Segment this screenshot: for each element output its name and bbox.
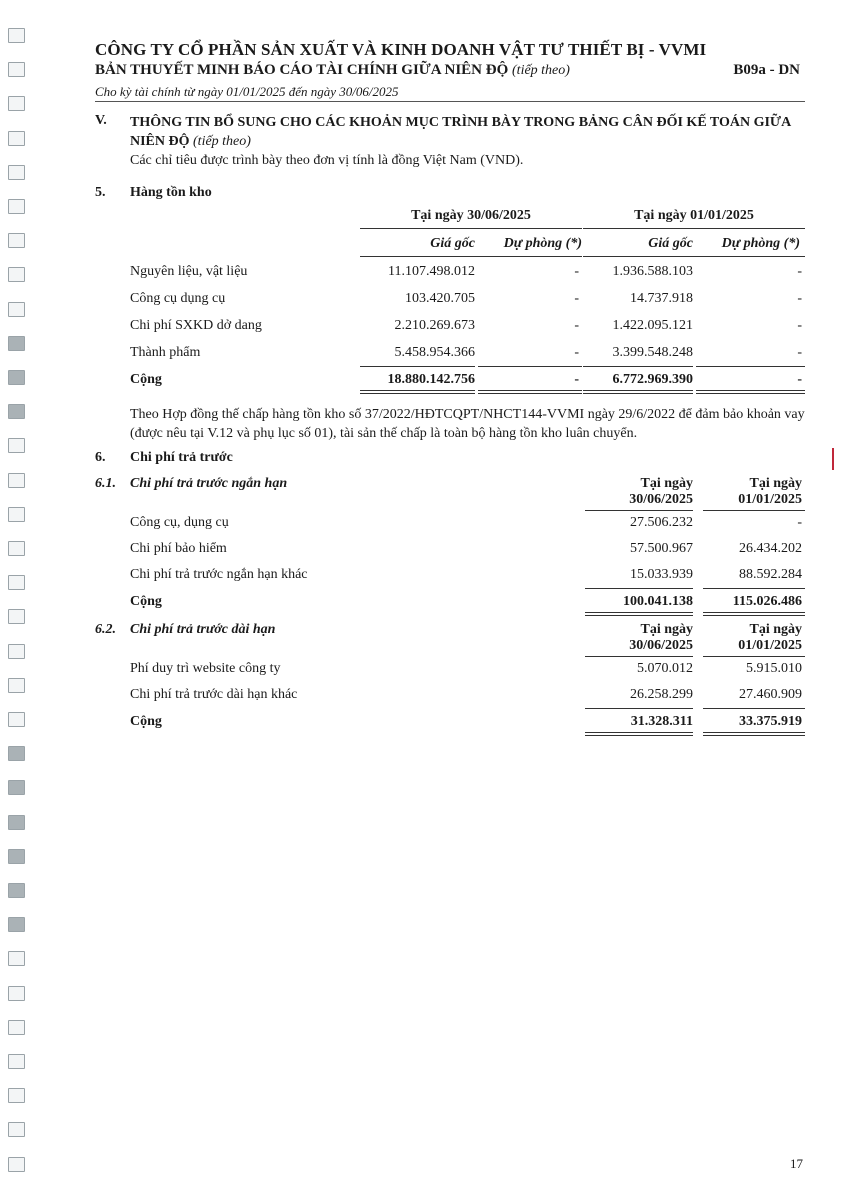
- form-code: B09a - DN: [733, 62, 800, 78]
- inventory-col-provision-b: Dự phòng (*): [721, 236, 800, 251]
- prepaid-short-col-a-line1: Tại ngày: [640, 476, 693, 491]
- prepaid-short-b: -: [797, 515, 802, 530]
- prepaid-short-a: 15.033.939: [630, 567, 693, 582]
- section-title-suffix: (tiếp theo): [193, 134, 251, 149]
- inventory-total-double-rule: [478, 390, 582, 394]
- binder-hole: [8, 165, 25, 180]
- section-title-text: THÔNG TIN BỔ SUNG CHO CÁC KHOẢN MỤC TRÌNH BÀY TRONG BẢNG CÂN ĐỐI KẾ TOÁN GIỮA NIÊN ĐỘ: [130, 115, 791, 149]
- binder-hole: [8, 28, 25, 43]
- prepaid-title: Chi phí trả trước: [130, 450, 233, 465]
- binder-hole: [8, 62, 25, 77]
- inventory-total-prov-a: -: [574, 372, 579, 387]
- inventory-total-cost-a: 18.880.142.756: [387, 372, 475, 387]
- inventory-prov-b: -: [797, 264, 802, 279]
- inventory-cost-a: 103.420.705: [405, 291, 475, 306]
- prepaid-long-total-label: Cộng: [130, 714, 162, 729]
- binder-hole: [8, 233, 25, 248]
- prepaid-short-total-double-rule: [703, 612, 805, 616]
- prepaid-long-total-double-rule: [703, 732, 805, 736]
- report-title: [95, 62, 570, 79]
- binder-hole: [8, 404, 25, 419]
- binder-hole: [8, 917, 25, 932]
- company-name: CÔNG TY CỔ PHẦN SẢN XUẤT VÀ KINH DOANH VẬT TƯ THIẾT BỊ - VVMI: [95, 40, 707, 59]
- binder-hole: [8, 746, 25, 761]
- edge-mark: [832, 448, 834, 470]
- prepaid-short-label: Chi phí bảo hiểm: [130, 541, 227, 556]
- inventory-period-b-rule: [583, 228, 805, 229]
- inventory-total-double-rule: [360, 390, 475, 394]
- prepaid-short-total-double-rule: [585, 612, 693, 616]
- inventory-col-provision-a: Dự phòng (*): [503, 236, 582, 251]
- binder-hole: [8, 951, 25, 966]
- prepaid-short-col-b-line2: 01/01/2025: [738, 492, 802, 507]
- inventory-total-label: Cộng: [130, 372, 162, 387]
- prepaid-short-total-label: Cộng: [130, 594, 162, 609]
- prepaid-short-label: Công cụ, dụng cụ: [130, 515, 229, 530]
- section-title: [130, 113, 800, 151]
- binder-hole: [8, 849, 25, 864]
- binder-hole: [8, 302, 25, 317]
- report-title-suffix: (tiếp theo): [512, 63, 570, 78]
- binder-hole: [8, 1020, 25, 1035]
- prepaid-short-b: 26.434.202: [739, 541, 802, 556]
- prepaid-long-col-a-line2: 30/06/2025: [629, 638, 693, 653]
- inventory-header-rule-a: [360, 256, 582, 257]
- inventory-title: Hàng tồn kho: [130, 185, 212, 200]
- prepaid-long-b: 27.460.909: [739, 687, 802, 702]
- inventory-prov-b: -: [797, 318, 802, 333]
- binder-hole: [8, 336, 25, 351]
- inventory-note: Theo Hợp đồng thế chấp hàng tồn kho số 37/2022/HĐTCQPT/NHCT144-VVMI ngày 29/6/2022 để đảm bảo khoản vay (được nêu tại V.12 và phụ lục số 01), tài sản thế chấp là toàn bộ hàng tồn kho luân chuyển.: [130, 407, 805, 441]
- page-number: 17: [790, 1156, 803, 1171]
- inventory-prov-a: -: [574, 264, 579, 279]
- prepaid-short-number: 6.1.: [95, 476, 116, 491]
- prepaid-long-a: 26.258.299: [630, 687, 693, 702]
- inventory-row-label: Thành phẩm: [130, 345, 201, 360]
- prepaid-short-total-rule: [703, 588, 805, 589]
- report-title-text: BẢN THUYẾT MINH BÁO CÁO TÀI CHÍNH GIỮA NIÊN ĐỘ: [95, 62, 509, 78]
- inventory-prov-a: -: [574, 291, 579, 306]
- binder-hole: [8, 438, 25, 453]
- binder-hole: [8, 712, 25, 727]
- inventory-cost-a: 2.210.269.673: [394, 318, 475, 333]
- prepaid-short-a: 57.500.967: [630, 541, 693, 556]
- prepaid-short-title: Chi phí trả trước ngắn hạn: [130, 476, 288, 491]
- inventory-cost-a: 5.458.954.366: [394, 345, 475, 360]
- prepaid-long-col-b-line1: Tại ngày: [749, 622, 802, 637]
- binder-hole: [8, 678, 25, 693]
- inventory-total-double-rule: [583, 390, 693, 394]
- binder-hole: [8, 986, 25, 1001]
- binder-hole: [8, 1122, 25, 1137]
- prepaid-long-a: 5.070.012: [637, 661, 693, 676]
- inventory-total-rule: [583, 366, 693, 367]
- binder-hole: [8, 883, 25, 898]
- inventory-prov-a: -: [574, 345, 579, 360]
- prepaid-long-header-rule: [703, 656, 805, 657]
- inventory-prov-b: -: [797, 345, 802, 360]
- prepaid-short-header-rule: [585, 510, 693, 511]
- unit-note: Các chỉ tiêu được trình bày theo đơn vị tính là đồng Việt Nam (VND).: [130, 153, 524, 168]
- binder-hole: [8, 575, 25, 590]
- prepaid-short-total-rule: [585, 588, 693, 589]
- prepaid-short-total-b: 115.026.486: [732, 594, 802, 609]
- section-number: V.: [95, 113, 107, 128]
- header-divider: [95, 101, 805, 102]
- inventory-total-double-rule: [696, 390, 805, 394]
- prepaid-short-col-a-line2: 30/06/2025: [629, 492, 693, 507]
- prepaid-long-total-a: 31.328.311: [630, 714, 693, 729]
- inventory-header-rule-b: [583, 256, 805, 257]
- binder-hole: [8, 609, 25, 624]
- inventory-prov-b: -: [797, 291, 802, 306]
- report-period: Cho kỳ tài chính từ ngày 01/01/2025 đến ngày 30/06/2025: [95, 84, 399, 99]
- inventory-prov-a: -: [574, 318, 579, 333]
- binder-hole: [8, 96, 25, 111]
- binder-hole: [8, 131, 25, 146]
- binder-hole: [8, 473, 25, 488]
- prepaid-long-header-rule: [585, 656, 693, 657]
- binder-hole: [8, 780, 25, 795]
- inventory-period-a: Tại ngày 30/06/2025: [411, 208, 531, 223]
- inventory-number: 5.: [95, 185, 106, 200]
- inventory-period-a-rule: [360, 228, 582, 229]
- binder-hole: [8, 199, 25, 214]
- inventory-row-label: Nguyên liệu, vật liệu: [130, 264, 248, 279]
- prepaid-long-col-b-line2: 01/01/2025: [738, 638, 802, 653]
- inventory-cost-b: 3.399.548.248: [612, 345, 693, 360]
- prepaid-long-title: Chi phí trả trước dài hạn: [130, 622, 276, 637]
- inventory-cost-b: 1.422.095.121: [612, 318, 693, 333]
- prepaid-long-total-rule: [585, 708, 693, 709]
- inventory-total-prov-b: -: [797, 372, 802, 387]
- prepaid-long-b: 5.915.010: [746, 661, 802, 676]
- prepaid-short-a: 27.506.232: [630, 515, 693, 530]
- prepaid-short-b: 88.592.284: [739, 567, 802, 582]
- prepaid-long-number: 6.2.: [95, 622, 116, 637]
- binder-hole: [8, 1088, 25, 1103]
- inventory-cost-b: 14.737.918: [630, 291, 693, 306]
- prepaid-long-total-double-rule: [585, 732, 693, 736]
- prepaid-short-header-rule: [703, 510, 805, 511]
- binder-hole: [8, 1054, 25, 1069]
- binder-hole: [8, 1157, 25, 1172]
- inventory-col-cost-b: Giá gốc: [648, 236, 693, 251]
- binder-hole: [8, 815, 25, 830]
- prepaid-short-label: Chi phí trả trước ngắn hạn khác: [130, 567, 308, 582]
- binder-hole: [8, 267, 25, 282]
- binder-hole: [8, 507, 25, 522]
- prepaid-long-label: Chi phí trả trước dài hạn khác: [130, 687, 298, 702]
- binder-hole: [8, 541, 25, 556]
- inventory-col-cost-a: Giá gốc: [430, 236, 475, 251]
- prepaid-short-total-a: 100.041.138: [623, 594, 693, 609]
- inventory-period-b: Tại ngày 01/01/2025: [634, 208, 754, 223]
- prepaid-long-col-a-line1: Tại ngày: [640, 622, 693, 637]
- inventory-total-cost-b: 6.772.969.390: [612, 372, 693, 387]
- inventory-row-label: Chi phí SXKD dở dang: [130, 318, 262, 333]
- inventory-total-rule: [478, 366, 582, 367]
- prepaid-long-total-rule: [703, 708, 805, 709]
- prepaid-number: 6.: [95, 450, 106, 465]
- prepaid-long-total-b: 33.375.919: [739, 714, 802, 729]
- binder-hole: [8, 370, 25, 385]
- inventory-row-label: Công cụ dụng cụ: [130, 291, 226, 306]
- binder-hole: [8, 644, 25, 659]
- prepaid-long-label: Phí duy trì website công ty: [130, 661, 281, 676]
- inventory-total-rule: [696, 366, 805, 367]
- inventory-total-rule: [360, 366, 475, 367]
- prepaid-short-col-b-line1: Tại ngày: [749, 476, 802, 491]
- inventory-cost-b: 1.936.588.103: [612, 264, 693, 279]
- inventory-cost-a: 11.107.498.012: [388, 264, 475, 279]
